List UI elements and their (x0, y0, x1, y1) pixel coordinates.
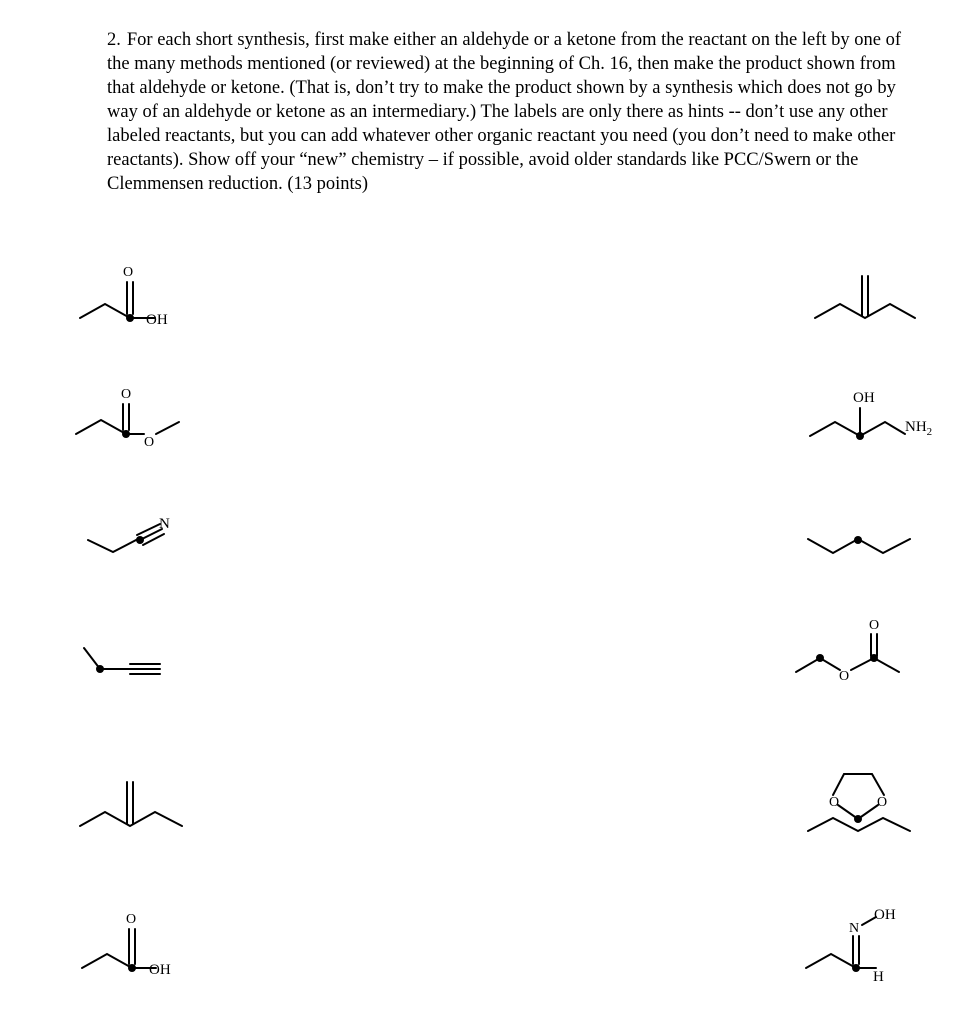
reactant-1-propanoic-acid (80, 265, 168, 328)
question-body: For each short synthesis, first make either an aldehyde or a ketone from the reactant on the left by one of the many methods mentioned (or reviewed) at the beginning of Ch. 16, then make the product shown from that aldehyde or ketone. (That is, don’t try to make the product shown by a synthesis which does not go by way of an aldehyde or ketone as an intermediary.) The labels are only there as hints -- don’t use any other labeled reactants, but you can add whatever other organic reactant you need (you don’t need to make other reactants). Show off your “new” chemistry – if possible, avoid older standards like PCC/Swern or the Clemmensen reduction. (13 points) (107, 30, 902, 194)
question-number: 2. (107, 30, 121, 50)
product-2-amino-alcohol (810, 390, 932, 440)
reactant-1-carbonyl-o: O (123, 265, 134, 280)
product-2-amine: $NH_2$ (905, 419, 933, 438)
product-5-ring-o-left: O (829, 795, 840, 810)
reactant-3-nitrile (88, 516, 170, 552)
reactant-2-ester-o: O (144, 435, 155, 450)
product-5-ketal (808, 774, 910, 831)
product-6-hydrogen: H (873, 969, 884, 985)
product-4-ester (796, 618, 899, 684)
product-1-methylene-alkane (815, 276, 915, 318)
product-4-carbonyl-o: O (869, 618, 880, 633)
product-4-ester-o: O (839, 669, 850, 684)
reactant-2-carbonyl-o: O (121, 387, 132, 402)
reactant-6-hydroxyl: OH (149, 962, 171, 978)
reactant-1-hydroxyl: OH (146, 312, 168, 328)
product-2-hydroxyl: OH (853, 390, 875, 406)
reactant-6-carbonyl-o: O (126, 912, 137, 927)
product-6-hydroxyl: OH (874, 907, 896, 923)
product-3-alkane (808, 536, 910, 553)
reactant-6-propanoic-acid (82, 912, 171, 978)
reactant-4-alkyne (84, 648, 160, 674)
reactant-5-methylene-alkane (80, 782, 182, 826)
product-5-ring-o-right: O (877, 795, 888, 810)
product-6-oxime (806, 907, 896, 985)
reactant-3-nitrogen: N (159, 516, 170, 532)
product-6-nitrogen: N (849, 921, 860, 936)
reactant-2-methyl-ester (76, 387, 179, 450)
